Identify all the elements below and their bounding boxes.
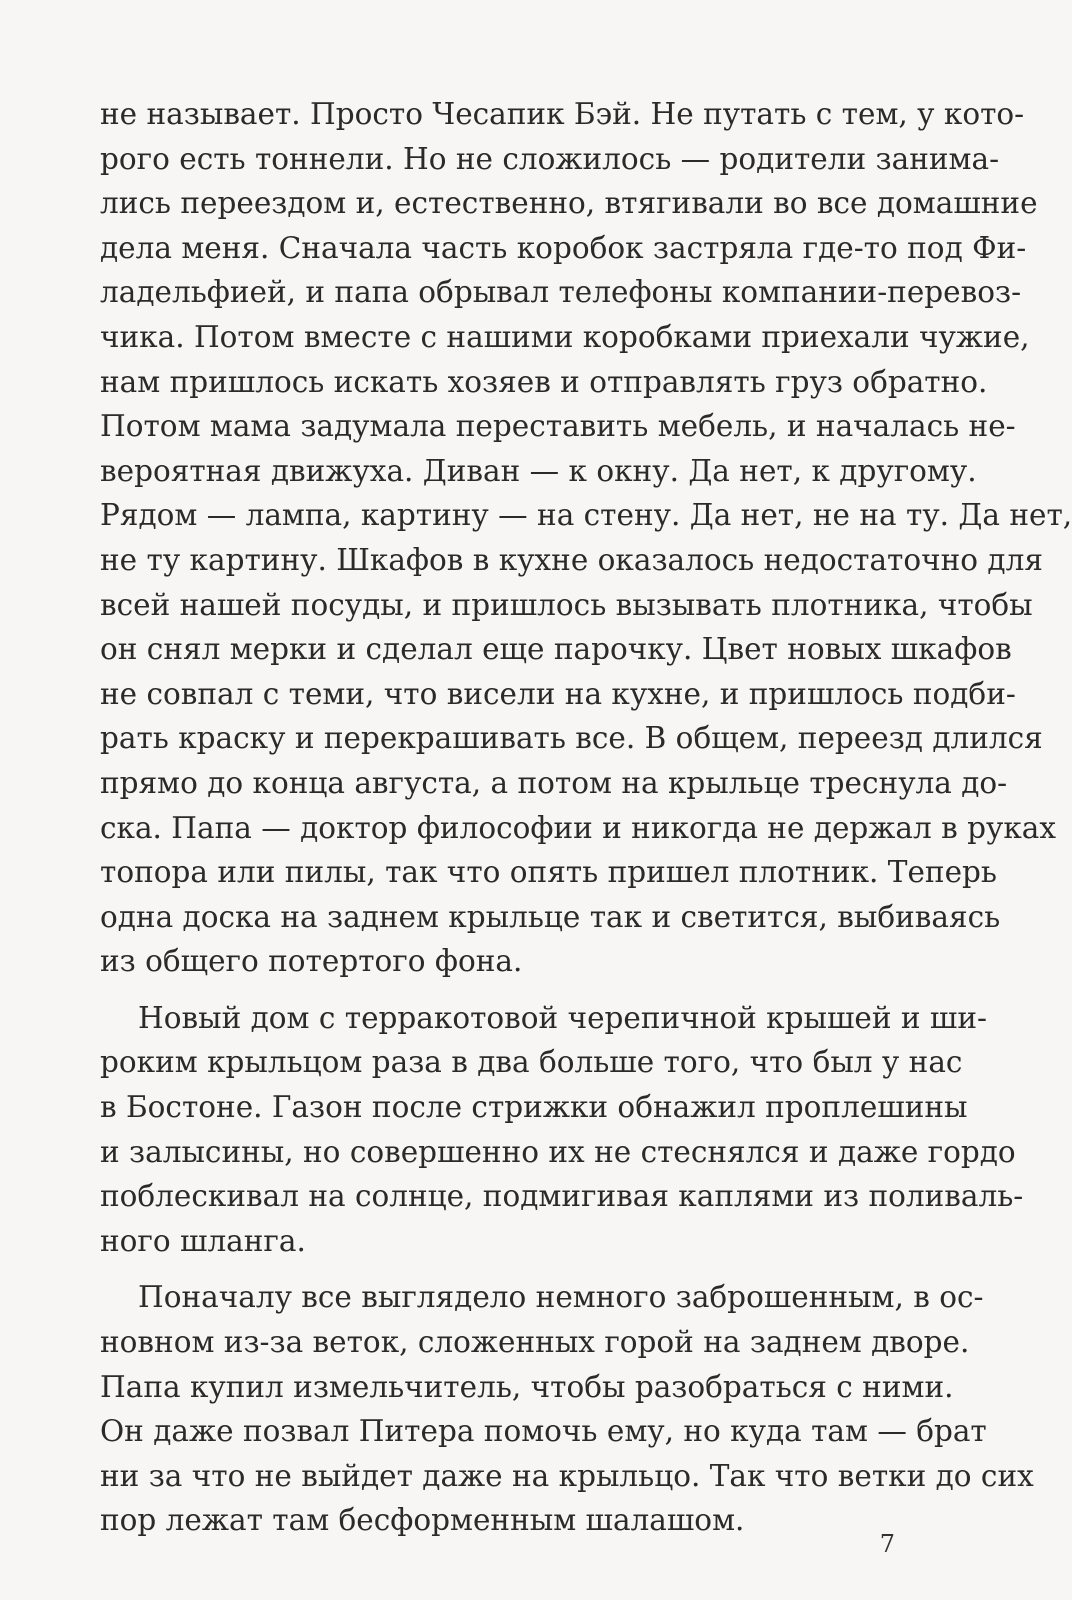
text-line: Новый дом с терракотовой черепичной крышей и ши- [138,1000,987,1035]
text-line: не называет. Просто Чесапик Бэй. Не путать с тем, у кото- [100,97,1025,131]
text-line: он снял мерки и сделал еще парочку. Цвет новых шкафов [100,632,1012,667]
text-line: поблескивал на солнце, подмигивая каплями из поливаль- [100,1179,1024,1214]
text-line: дела меня. Сначала часть коробок застряла где-то под Фи- [100,230,1027,265]
text-line: не совпал с теми, что висели на кухне, и пришлось подби- [100,676,1016,711]
text-line: пор лежат там бесформенным шалашом. [100,1503,745,1538]
text-line: ного шланга. [100,1223,306,1258]
text-line: ладельфией, и папа обрывал телефоны компании-перевоз- [100,275,1022,310]
text-line: в Бостоне. Газон после стрижки обнажил проплешины [100,1090,968,1125]
text-line: прямо до конца августа, а потом на крыльце треснула до- [100,765,1008,800]
text-line: лись переездом и, естественно, втягивали во все домашние [100,186,1038,221]
text-line: рать краску и перекрашивать все. В общем, переезд длился [100,721,1043,756]
text-line: и залысины, но совершенно их не стеснялся и даже гордо [100,1134,1016,1169]
text-line: топора или пилы, так что опять пришел плотник. Теперь [100,855,997,890]
paragraph-2 [100,996,1024,1264]
paragraph-gap [100,1263,900,1275]
paragraph-3 [100,1275,1034,1543]
text-line: рого есть тоннели. Но не сложилось — родители занима- [100,141,1000,176]
text-line: роким крыльцом раза в два больше того, что был у нас [100,1045,963,1080]
text-line: Потом мама задумала переставить мебель, и началась не- [100,409,1016,444]
text-line: нам пришлось искать хозяев и отправлять груз обратно. [100,364,988,399]
paragraph-gap [100,984,900,996]
text-line: Он даже позвал Питера помочь ему, но куда там — брат [100,1414,987,1449]
text-line: не ту картину. Шкафов в кухне оказалось недостаточно для [100,542,1043,577]
text-line: Поначалу все выглядело немного заброшенным, в ос- [138,1280,984,1315]
text-line: новном из-за веток, сложенных горой на заднем дворе. [100,1325,970,1360]
text-line: всей нашей посуды, и пришлось вызывать плотника, чтобы [100,587,1033,622]
text-line: чика. Потом вместе с нашими коробками приехали чужие, [100,319,1030,354]
text-line: вероятная движуха. Диван — к окну. Да нет, к другому. [100,453,977,488]
paragraph-1 [100,92,1072,984]
text-line: ни за что не выйдет даже на крыльцо. Так что ветки до сих [100,1458,1034,1493]
page-number: 7 [879,1530,895,1558]
text-line: Рядом — лампа, картину — на стену. Да нет, не на ту. Да нет, [100,498,1072,533]
text-line: из общего потертого фона. [100,944,523,979]
text-line: Папа купил измельчитель, чтобы разобраться с ними. [100,1369,954,1404]
body-text [100,92,1072,1543]
text-line: одна доска на заднем крыльце так и светится, выбиваясь [100,899,1001,934]
text-line: ска. Папа — доктор философии и никогда не держал в руках [100,810,1057,845]
